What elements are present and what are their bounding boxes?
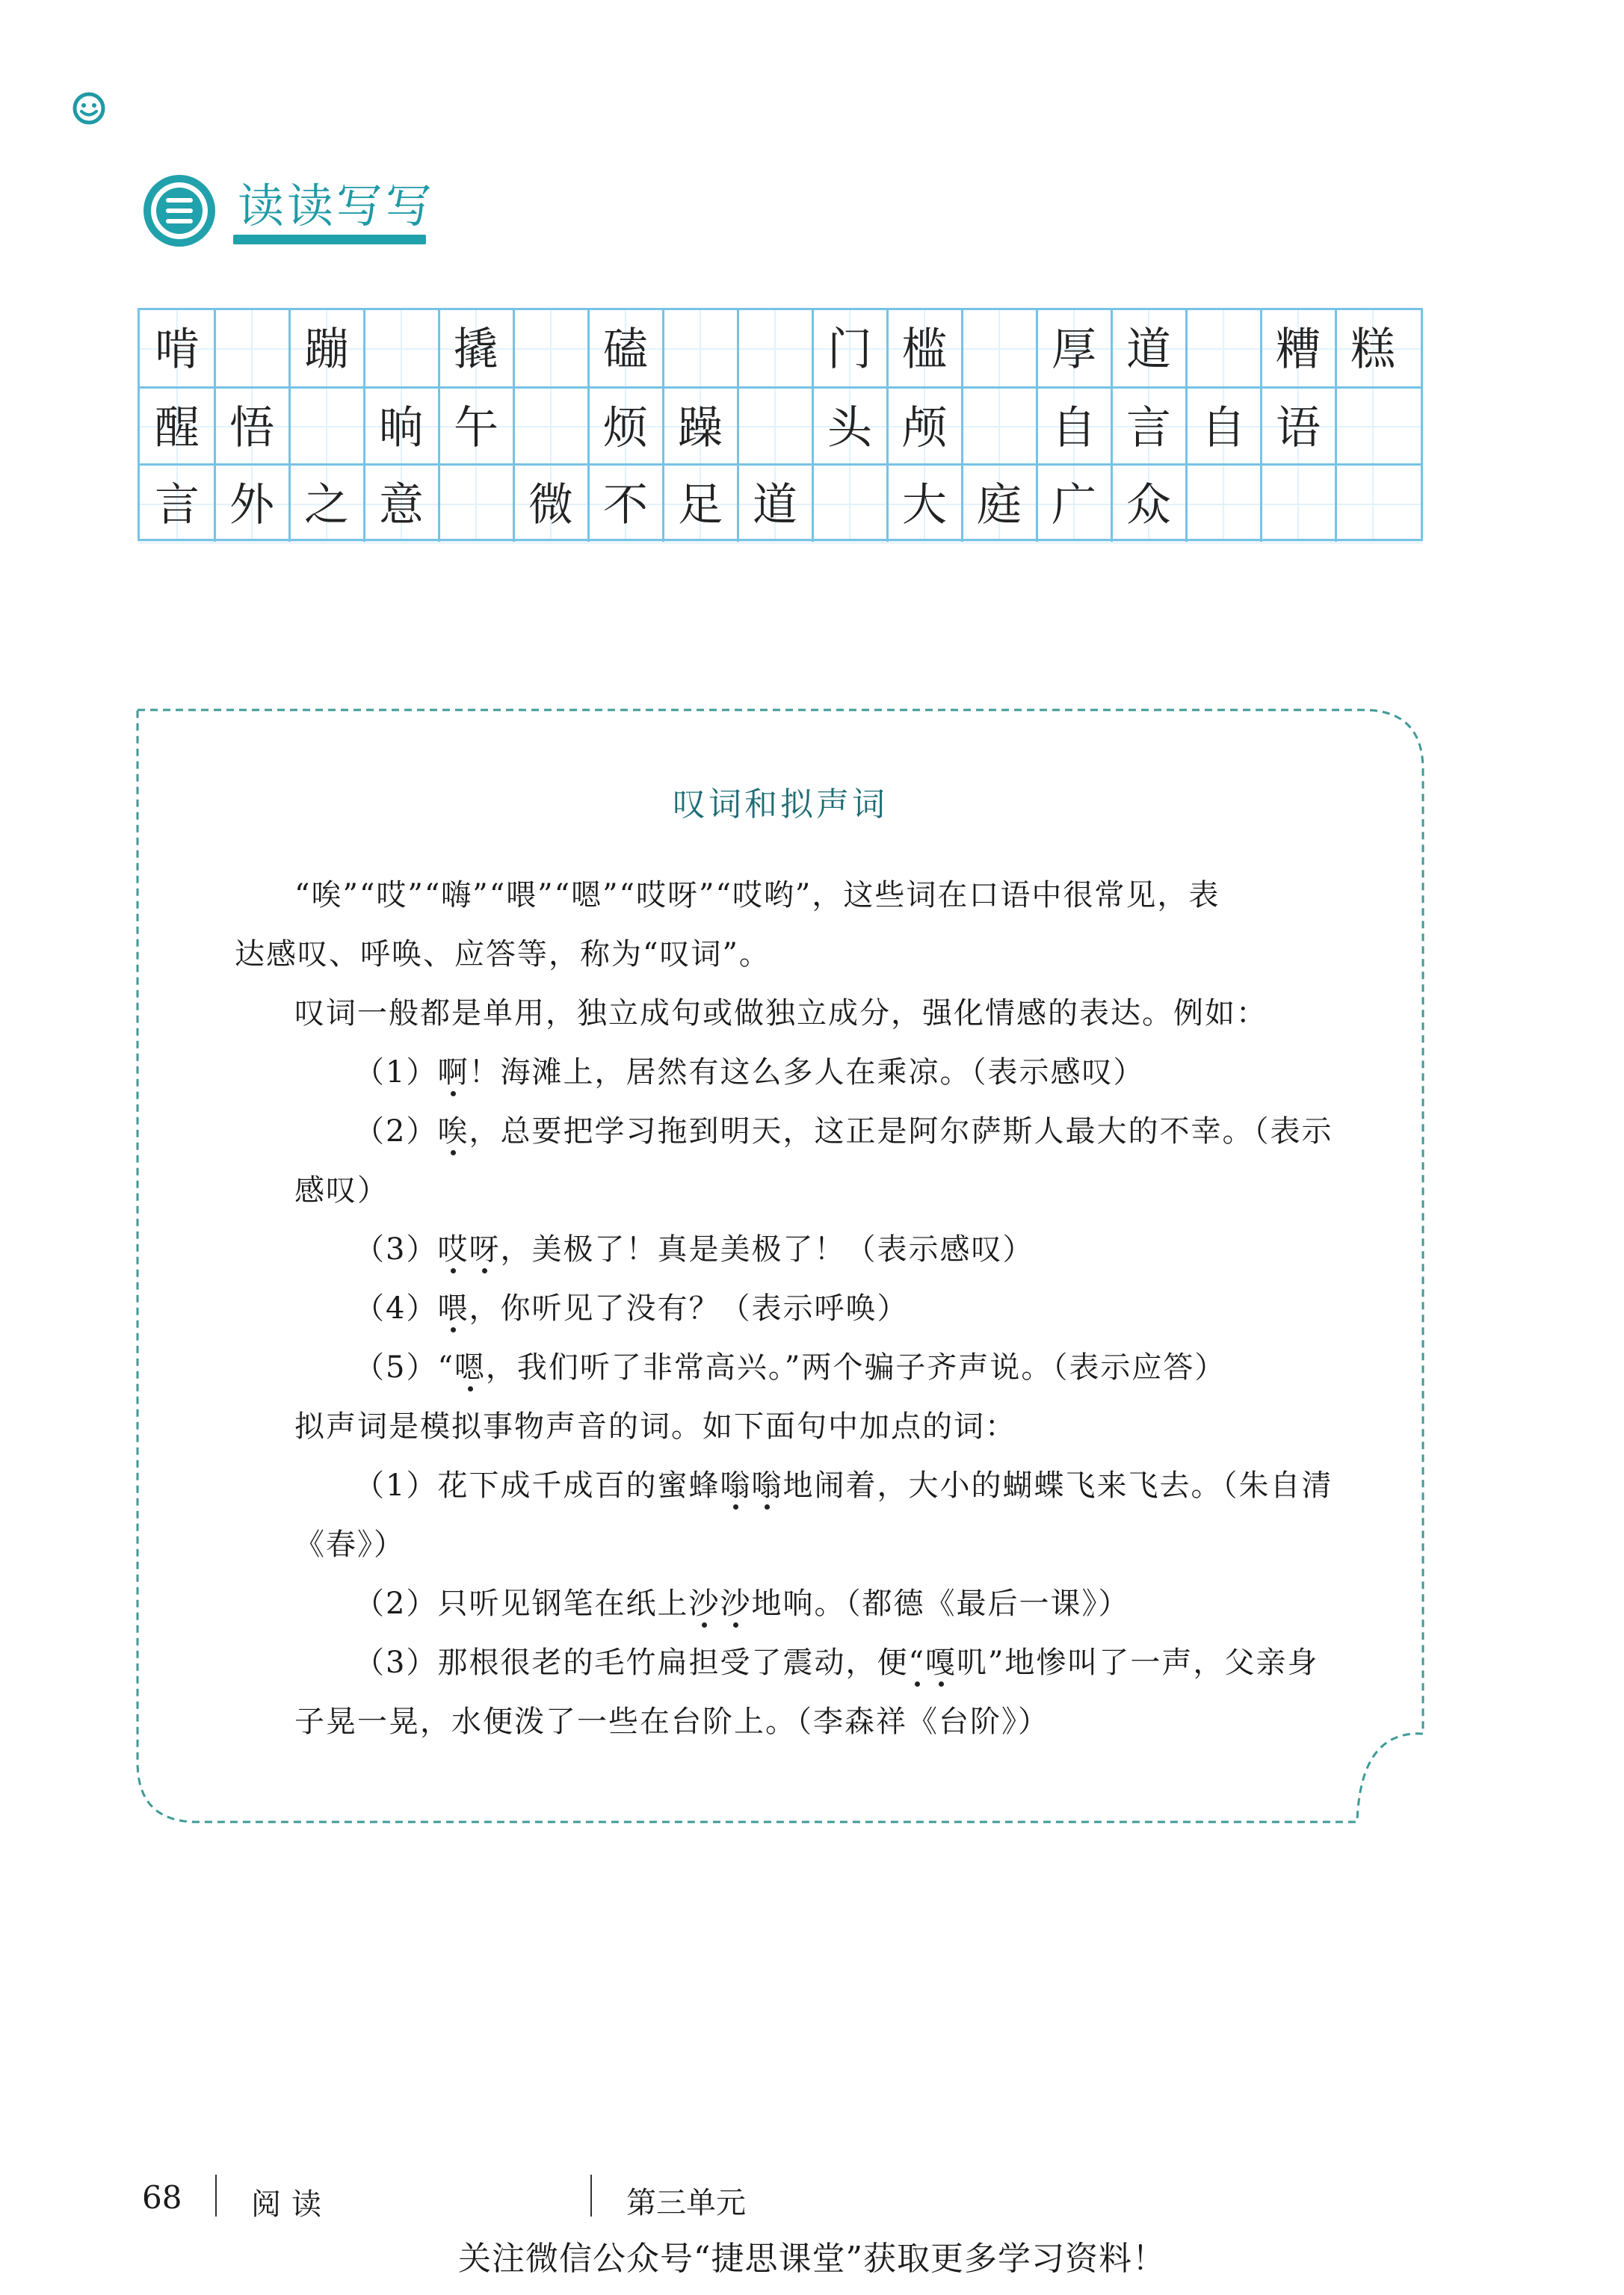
grid-char: 厚 <box>1052 324 1096 376</box>
footer-unit: 第三单元 <box>626 2186 746 2220</box>
emphasis-char: 唉 <box>437 1114 469 1149</box>
paragraph-line: 叹词一般都是单用，独立成句或做独立成分，强化情感的表达。例如： <box>294 996 1268 1031</box>
paragraph-line: （1）花下成千成百的蜜蜂嗡嗡地闹着，大小的蝴蝶飞来飞去。（朱自清 <box>354 1468 1333 1503</box>
smiley-icon <box>72 91 106 126</box>
grid-char: 道 <box>753 479 797 531</box>
footer-note: 关注微信公众号“捷思课堂”获取更多学习资料！ <box>458 2240 1166 2278</box>
writing-grid <box>138 308 1423 541</box>
emphasis-char: “ <box>908 1646 925 1680</box>
grid-char: 颅 <box>902 402 947 454</box>
page-number: 68 <box>142 2179 182 2216</box>
grid-char: 意 <box>379 479 424 531</box>
emphasis-char: 嗯 <box>454 1350 486 1385</box>
paragraph-line: （5）“嗯，我们听了非常高兴。”两个骗子齐声说。（表示应答） <box>354 1350 1226 1385</box>
paragraph-line: 感叹） <box>294 1173 389 1208</box>
paragraph-line: 拟声词是模拟事物声音的词。如下面句中加点的词： <box>294 1409 1016 1444</box>
emphasis-char: 啊 <box>437 1055 469 1090</box>
grid-char: 晌 <box>379 402 424 454</box>
grid-char: 众 <box>1126 479 1171 531</box>
grid-char: 撬 <box>454 324 498 376</box>
paragraph-line: （2）唉，总要把学习拖到明天，这正是阿尔萨斯人最大的不幸。（表示 <box>354 1114 1333 1149</box>
footer-separator <box>590 2175 592 2217</box>
footer-section: 阅读 <box>251 2187 332 2222</box>
grid-char: 之 <box>304 479 349 531</box>
emphasis-char: 喂 <box>437 1291 469 1326</box>
emphasis-char: 沙 <box>688 1587 720 1621</box>
grid-char: 庭 <box>977 479 1022 531</box>
footer-separator <box>215 2175 217 2217</box>
paragraph-line: 子晃一晃，水便泼了一些在台阶上。（李森祥《台阶》） <box>294 1705 1049 1739</box>
grid-char: 烦 <box>603 402 648 454</box>
grid-char: 言 <box>155 479 200 531</box>
grid-char: 磕 <box>603 324 648 376</box>
paragraph-line: （3）哎呀，美极了！真是美极了！（表示感叹） <box>354 1232 1034 1267</box>
grid-char: 醒 <box>155 402 200 454</box>
grid-divider <box>1335 466 1337 542</box>
grid-char: 不 <box>603 479 648 531</box>
grid-divider <box>737 310 739 386</box>
paragraph-line: 《春》） <box>294 1528 405 1562</box>
grid-char: 头 <box>827 402 872 454</box>
grid-char: 自 <box>1052 402 1096 454</box>
grid-char: 午 <box>454 402 498 454</box>
paragraph-line: （4）喂，你听见了没有？（表示呼唤） <box>354 1291 909 1326</box>
paragraph-line: “唉”“哎”“嗨”“喂”“嗯”“哎呀”“哎哟”，这些词在口语中很常见，表 <box>294 878 1220 912</box>
grid-char: 语 <box>1276 402 1321 454</box>
grid-char: 悟 <box>229 402 274 454</box>
grid-row <box>140 463 1421 542</box>
grid-char: 槛 <box>902 324 947 376</box>
grid-char: 啃 <box>155 324 200 376</box>
emphasis-char: 呀 <box>469 1232 501 1267</box>
section-title: 读读写写 <box>238 179 436 233</box>
grid-char: 外 <box>229 479 274 531</box>
grid-char: 蹦 <box>304 324 349 376</box>
grid-char: 广 <box>1052 479 1096 531</box>
emphasis-char: 哎 <box>437 1232 469 1267</box>
title-underline <box>233 235 426 244</box>
grid-char: 道 <box>1126 324 1171 376</box>
emphasis-char: 嗡 <box>720 1468 752 1503</box>
grid-char: 微 <box>528 479 573 531</box>
grid-char: 躁 <box>678 402 723 454</box>
info-box <box>138 710 1423 1822</box>
grid-row <box>140 310 1421 386</box>
grid-row <box>140 386 1421 465</box>
emphasis-char: 沙 <box>720 1587 752 1621</box>
emphasis-char: 嗡 <box>751 1468 783 1503</box>
grid-divider <box>1260 466 1262 542</box>
list-lines-icon <box>142 173 217 248</box>
grid-char: 足 <box>678 479 723 531</box>
grid-char: 糟 <box>1276 324 1321 376</box>
paragraph-line: 达感叹、呼唤、应答等，称为“叹词”。 <box>235 937 771 972</box>
grid-char: 言 <box>1126 402 1171 454</box>
grid-char: 糕 <box>1350 324 1395 376</box>
grid-char: 自 <box>1201 402 1246 454</box>
box-title: 叹词和拟声词 <box>673 785 888 824</box>
paragraph-line: （3）那根很老的毛竹扁担受了震动，便“嘎叽”地惨叫了一声，父亲身 <box>354 1646 1319 1680</box>
paragraph-line: （1）啊！海滩上，居然有这么多人在乘凉。（表示感叹） <box>354 1055 1145 1090</box>
grid-char: 大 <box>902 479 947 531</box>
paragraph-line: （2）只听见钢笔在纸上沙沙地响。（都德《最后一课》） <box>354 1587 1130 1621</box>
grid-char: 门 <box>827 324 872 376</box>
emphasis-char: 嘎 <box>924 1646 957 1680</box>
